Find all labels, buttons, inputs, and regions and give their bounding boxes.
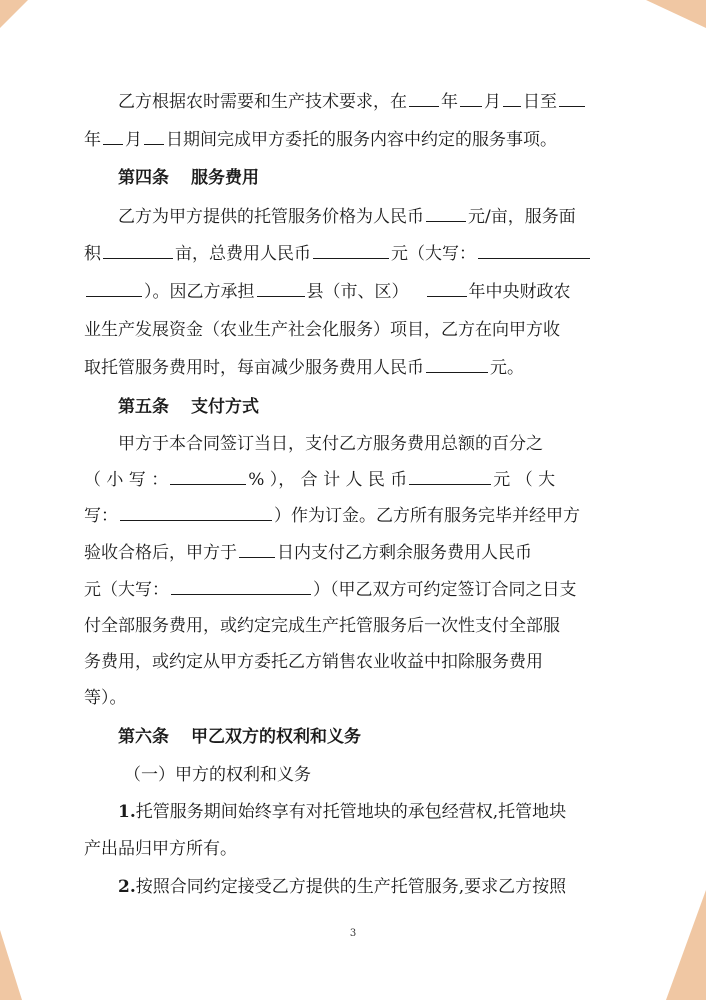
- fill-blank[interactable]: [144, 128, 164, 145]
- page-number: 3: [349, 928, 357, 939]
- text-line: 2.按照合同约定接受乙方提供的生产托管服务,要求乙方按照: [118, 877, 567, 897]
- fill-blank[interactable]: [313, 242, 389, 259]
- text-line: 甲方于本合同签订当日，支付乙方服务费用总额的百分之: [118, 434, 543, 454]
- corner-decoration-top-left: [0, 0, 28, 28]
- fill-blank[interactable]: [426, 356, 488, 373]
- text-line: 等）。: [84, 688, 127, 708]
- text-line: 取托管服务费用时，每亩减少服务费用人民币 元。: [84, 358, 524, 378]
- fill-blank[interactable]: [427, 280, 467, 297]
- fill-blank[interactable]: [426, 205, 466, 222]
- text-line: 业生产发展资金（农业生产社会化服务）项目，乙方在向甲方收: [84, 320, 560, 340]
- fill-blank[interactable]: [86, 280, 142, 297]
- fill-blank[interactable]: [103, 242, 173, 259]
- article-heading: 第五条 支付方式: [118, 397, 259, 417]
- text-line: 产出品归甲方所有。: [84, 839, 237, 859]
- text-line: 乙方为甲方提供的托管服务价格为人民币 元/亩，服务面: [118, 207, 576, 227]
- fill-blank[interactable]: [257, 280, 305, 297]
- text-line: 写： ）作为订金。乙方所有服务完毕并经甲方: [84, 506, 580, 526]
- text-line: 积 亩，总费用人民币 元（大写：: [84, 242, 624, 266]
- text-line: 1.托管服务期间始终享有对托管地块的承包经营权,托管地块: [118, 802, 567, 822]
- text-line: 务费用，或约定从甲方委托乙方销售农业收益中扣除服务费用: [84, 652, 543, 672]
- text-line: 年 月 日期间完成甲方委托的服务内容中约定的服务事项。: [84, 130, 557, 150]
- text-line: 验收合格后，甲方于 日内支付乙方剩余服务费用人民币: [84, 543, 532, 563]
- fill-blank[interactable]: [171, 578, 311, 595]
- fill-blank[interactable]: [103, 128, 123, 145]
- fill-blank[interactable]: [120, 504, 272, 521]
- fill-blank[interactable]: [478, 242, 590, 259]
- fill-blank[interactable]: [409, 468, 491, 485]
- article-heading: 第六条 甲乙双方的权利和义务: [118, 727, 361, 747]
- text-line: ）。因乙方承担 县（市、区） 年中央财政农: [84, 280, 624, 304]
- corner-decoration-bottom-left: [0, 930, 22, 1000]
- text-line: 元（大写： ）（甲乙双方可约定签订合同之日支: [84, 580, 577, 600]
- text-line: （ 小 写 ： % ）， 合 计 人 民 币 元 （ 大: [84, 470, 556, 490]
- fill-blank[interactable]: [170, 468, 246, 485]
- fill-blank[interactable]: [503, 90, 521, 107]
- subsection-heading: （一）甲方的权利和义务: [124, 765, 311, 785]
- text-line: 付全部服务费用，或约定完成生产托管服务后一次性支付全部服: [84, 616, 560, 636]
- fill-blank[interactable]: [239, 541, 275, 558]
- corner-decoration-bottom-right: [666, 890, 706, 1000]
- text-line: 乙方根据农时需要和生产技术要求，在 年 月 日至: [84, 90, 624, 114]
- fill-blank[interactable]: [460, 90, 482, 107]
- article-heading: 第四条 服务费用: [118, 168, 259, 188]
- corner-decoration-top-right: [646, 0, 706, 28]
- fill-blank[interactable]: [409, 90, 439, 107]
- fill-blank[interactable]: [559, 90, 585, 107]
